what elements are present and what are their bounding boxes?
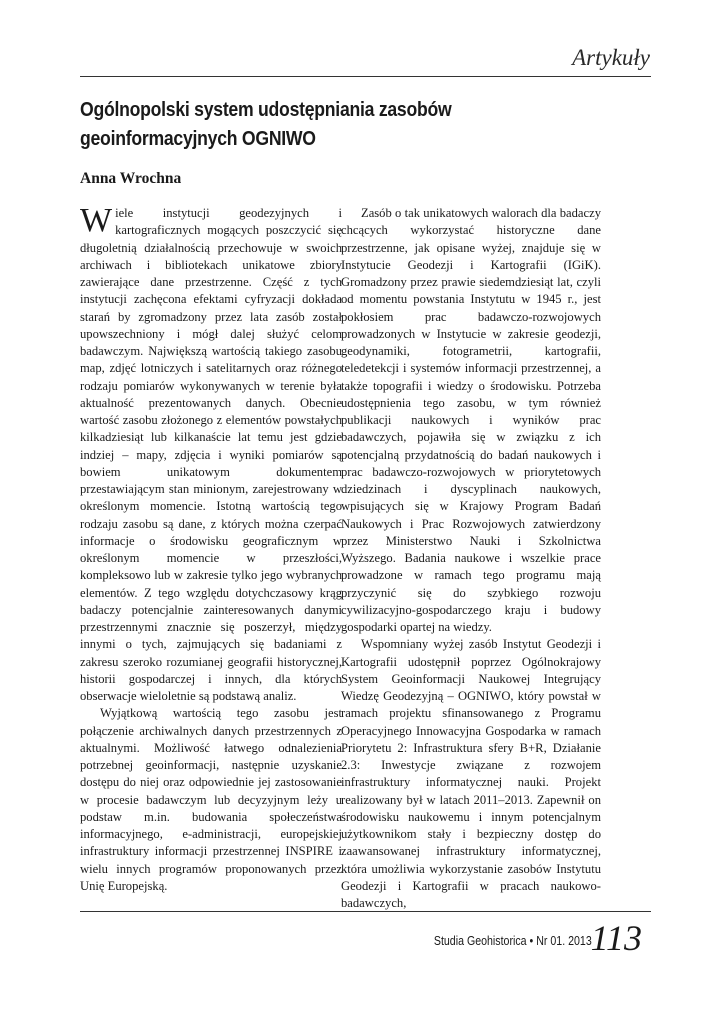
section-label: Artykuły <box>572 45 650 70</box>
journal-footer: Studia Geohistorica • Nr 01. 2013 <box>434 934 592 948</box>
drop-cap: W <box>80 202 113 239</box>
article-author: Anna Wrochna <box>80 170 182 187</box>
paragraph <box>80 202 342 705</box>
right-column <box>341 205 601 912</box>
header-rule <box>80 76 651 77</box>
left-column <box>80 202 342 895</box>
article-title: Ogólnopolski system udostępniania zasobów geoinformacyjnych OGNIWO <box>80 98 452 150</box>
paragraph: Wspomniany wyżej zasób Instytut Geodezji i Kartografii udostępnił poprzez Ogólnokrajowy System Geoinformacji Naukowej Integrujący Wiedzę Geodezyjną – OGNIWO, który powstał w ramach projektu sfinansowanego z Programu Operacyjnego Innowacyjna Gospodarka w ramach Priorytetu 2: Infrastruktura sfery B+R, Działanie 2.3: Inwestycje związane z rozwojem infrastruktury informatycznej nauki. Projekt realizowany był w latach 2011–2013. Zapewnił on środowisku naukowemu i innym potencjalnym użytkownikom stały i bezpieczny dostęp do zaawansowanej infrastruktury informatycznej, która umożliwia wykorzystanie zasobów Instytutu Geodezji i Kartografii w pracach naukowo-badawczych, <box>341 637 601 910</box>
footer-rule <box>80 911 651 912</box>
paragraph: Wyjątkową wartością tego zasobu jest połączenie archiwalnych danych przestrzennych z aktualnymi. Możliwość łatwego odnalezienia potrzebnej geoinformacji, następnie uzyskanie dostępu do niej oraz odpowiednie jej zastosowanie w procesie badawczym lub decyzyjnym leży u podstaw m.in. budowania społeczeństwa informacyjnego, e-administracji, europejskiej infrastruktury informacji przestrzennej INSPIRE i wielu innych programów proponowanych przez Unię Europejską. <box>80 706 342 893</box>
page-number: 113 <box>590 918 642 958</box>
paragraph-text: iele instytucji geodezyjnych i kartograficznych mogących poszczycić się długoletnią działalnością przechowuje w swoich archiwach i bibliotekach unikatowe zbiory zawierające dane przestrzenne. Część z tych instytucji zachęcona efektami cyfryzacji dokłada starań by zgromadzony przez lata zasób został upowszechniony i mógł dalej służyć celom badawczym. Największą wartością takiego zasobu map, zdjęć lotniczych i satelitarnych oraz różnego rodzaju pomiarów wykonywanych w terenie była aktualność prezentowanych danych. Obecnie wartość zasobu złożonego z elementów powstałych kilkadziesiąt lub kilkanaście lat temu jest gdzie indziej – mapy, zdjęcia i wyniki pomiarów są bowiem unikatowym dokumentem przestawiającym stan minionym, zarejestrowany w określonym momencie. Istotną wartością tego rodzaju zasobu są dane, z których można czerpać informacje o środowisku geograficznym w określonym momencie w przeszłości, kompleksowo lub w zakresie tylko jego wybranych elementów. Z tego względu dotychczasowy krąg badaczy potencjalnie zainteresowanych danymi przestrzennymi znacznie się poszerzył, między innymi o tych, zajmujących się badaniami z zakresu szeroko rozumianej geografii historycznej, historii gospodarczej i innych, dla których obserwacje wieloletnie są podstawą analiz. <box>80 206 342 703</box>
paragraph: Zasób o tak unikatowych walorach dla badaczy chcących wykorzystać historyczne dane przestrzenne, jak opisane wyżej, znajduje się w Instytucie Geodezji i Kartografii (IGiK). Gromadzony przez prawie siedemdziesiąt lat, czyli od momentu powstania Instytutu w 1945 r., jest pokłosiem prac badawczo-rozwojowych prowadzonych w Instytucie w zakresie geodezji, geodynamiki, fotogrametrii, kartografii, teledetekcji i systemów informacji przestrzennej, a także topografii i wiedzy o środowisku. Potrzeba udostępnienia tego zasobu, w tym również publikacji naukowych i wyników prac badawczych, pojawiła się w związku z ich potencjalną przydatnością do badań naukowych i prac badawczo-rozwojowych w priorytetowych dziedzinach i dyscyplinach naukowych, wpisujących się w Krajowy Program Badań Naukowych i Prac Rozwojowych zatwierdzony przez Ministerstwo Nauki i Szkolnictwa Wyższego. Badania naukowe i wszelkie prace prowadzone w ramach tego programu mają przyczynić się do szybkiego rozwoju cywilizacyjno-gospodarczego kraju i budowy gospodarki opartej na wiedzy. <box>341 206 601 634</box>
